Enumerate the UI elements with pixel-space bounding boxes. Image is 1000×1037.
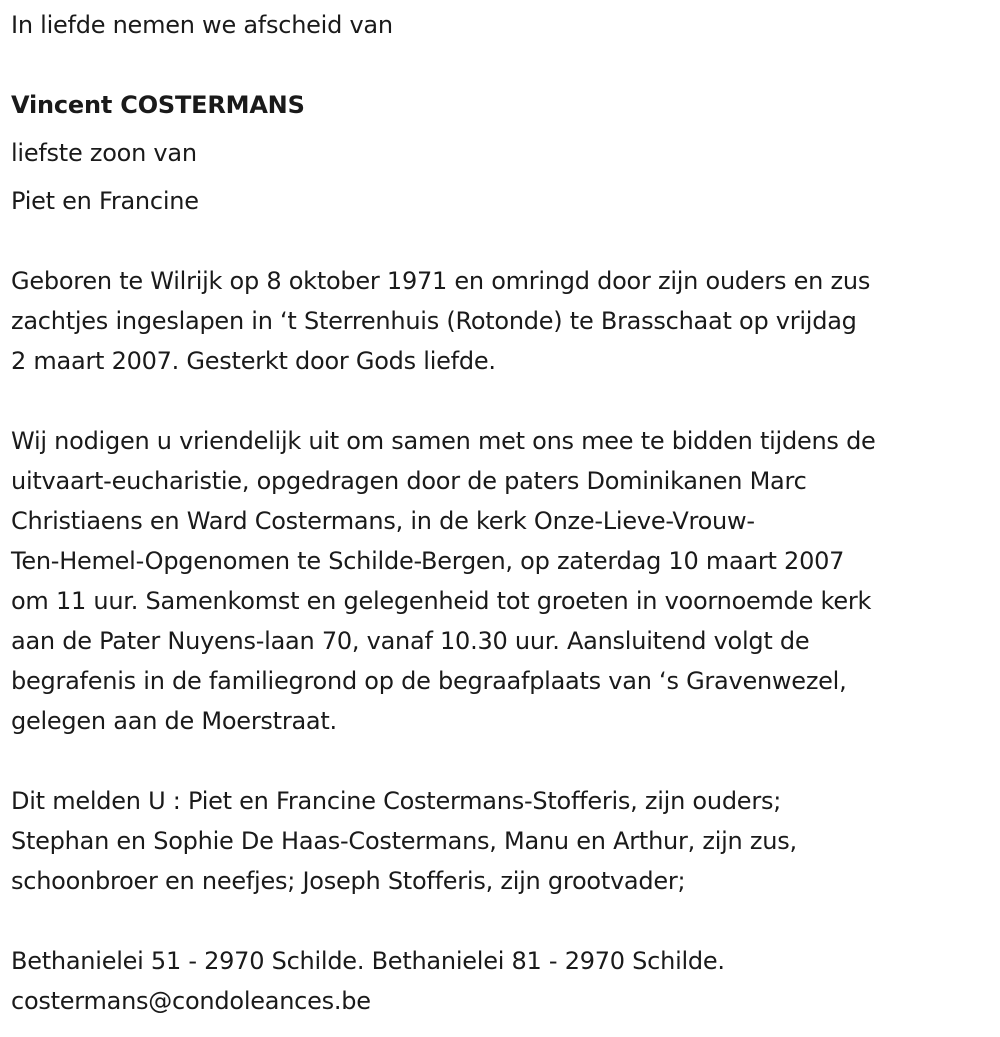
birth-line: 2 maart 2007. Gesterkt door Gods liefde. <box>11 347 496 375</box>
birth-line: Geboren te Wilrijk op 8 oktober 1971 en omringd door zijn ouders en zus <box>11 267 871 295</box>
family-paragraph <box>11 781 797 901</box>
relation-line-1: liefste zoon van <box>11 139 197 167</box>
funeral-line: Wij nodigen u vriendelijk uit om samen met ons mee te bidden tijdens de <box>11 427 876 455</box>
email-address: costermans@condoleances.be <box>11 987 371 1015</box>
funeral-line: begrafenis in de familiegrond op de begraafplaats van ‘s Gravenwezel, <box>11 667 847 695</box>
family-line: Dit melden U : Piet en Francine Costermans-Stofferis, zijn ouders; <box>11 787 782 815</box>
deceased-name: Vincent COSTERMANS <box>11 91 305 119</box>
intro-text: In liefde nemen we afscheid van <box>11 11 393 39</box>
funeral-line: gelegen aan de Moerstraat. <box>11 707 337 735</box>
funeral-paragraph <box>11 421 876 741</box>
family-line: schoonbroer en neefjes; Joseph Stofferis, zijn grootvader; <box>11 867 686 895</box>
funeral-line: uitvaart-eucharistie, opgedragen door de paters Dominikanen Marc <box>11 467 807 495</box>
address-line: Bethanielei 51 - 2970 Schilde. Bethanielei 81 - 2970 Schilde. <box>11 947 725 975</box>
funeral-line: om 11 uur. Samenkomst en gelegenheid tot groeten in voornoemde kerk <box>11 587 872 615</box>
contact-paragraph <box>11 941 725 1021</box>
funeral-line: Ten-Hemel-Opgenomen te Schilde-Bergen, op zaterdag 10 maart 2007 <box>11 547 845 575</box>
family-line: Stephan en Sophie De Haas-Costermans, Manu en Arthur, zijn zus, <box>11 827 797 855</box>
funeral-line: aan de Pater Nuyens-laan 70, vanaf 10.30 uur. Aansluitend volgt de <box>11 627 810 655</box>
birth-paragraph <box>11 261 870 381</box>
relation-line-2: Piet en Francine <box>11 187 199 215</box>
funeral-line: Christiaens en Ward Costermans, in de kerk Onze-Lieve-Vrouw- <box>11 507 755 535</box>
birth-line: zachtjes ingeslapen in ‘t Sterrenhuis (Rotonde) te Brasschaat op vrijdag <box>11 307 857 335</box>
